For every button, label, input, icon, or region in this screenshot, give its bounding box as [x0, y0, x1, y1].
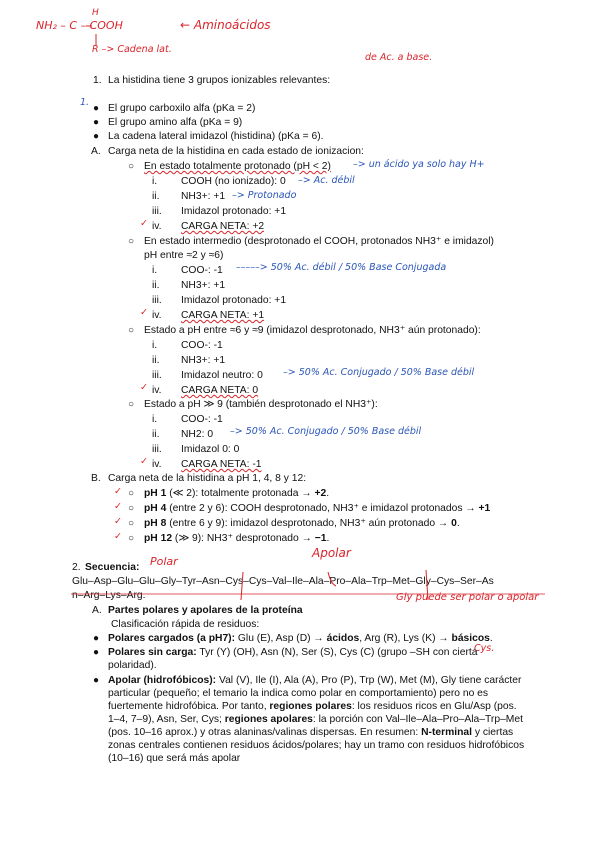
ph-end: . [326, 533, 330, 544]
text: Glu (E), Asp (D) → [235, 633, 327, 644]
check-mark: ✓ [114, 531, 122, 542]
state4-item: COO-: -1 [181, 414, 223, 425]
annotation-margin-one: 1. [80, 97, 90, 108]
ph-desc: (entre 6 y 9): imidazol desprotonado, NH3⁺ aún protonado → [166, 518, 452, 529]
text: Val (V), Ile (I), Ala (A), Pro (P), Trp (W), Met (M), Gly tiene carácter particular (pequeño; el temario la indica como polar en comportamiento) pero no es fuertemente hidrofóbica. Por tanto, [108, 675, 522, 712]
sequence-line-2: n–Arg–Lys–Arg. [72, 590, 146, 601]
annotation-gly-note: Gly puede ser polar o apolar [396, 592, 539, 603]
circle-bullet: ○ [128, 325, 135, 336]
state4-item: Imidazol 0: 0 [181, 444, 240, 455]
ph-label: pH 12 [144, 533, 173, 544]
ph-label: pH 4 [144, 503, 167, 514]
note-50-conjugada: –––––> 50% Ac. débil / 50% Base Conjugada [236, 262, 447, 273]
text: : la porción con Val–Ile–Ala–Pro–Ala–Trp–Met (pos. 10–16 aprox.) y otras alaninas/valinas dispersas. En resumen: [108, 714, 523, 738]
check-mark: ✓ [114, 516, 122, 527]
state1-item: Imidazol protonado: +1 [181, 206, 287, 217]
check-mark: ✓ [114, 486, 122, 497]
pen-stroke [426, 570, 428, 600]
state1-item: COOH (no ionizado): 0 [181, 176, 286, 187]
roman: iv. [152, 310, 162, 321]
roman: i. [152, 176, 158, 187]
section2-number: 2. [72, 562, 81, 573]
bullet-dot: ● [93, 633, 100, 644]
check-mark: ✓ [140, 218, 148, 229]
text: y ciertas zonas centrales contienen residuos ácidos/polares; hay un tramo con residuos hidrofóbicos (10–16) que será más apolar [108, 727, 525, 764]
annotation-de-ac-a-base: de Ac. a base. [365, 52, 433, 63]
roman: iii. [152, 295, 162, 306]
circle-bullet: ○ [128, 488, 135, 499]
state4-title: Estado a pH ≫ 9 (también desprotonado el NH3⁺): [144, 399, 378, 410]
section2-a-title: Partes polares y apolares de la proteína [108, 605, 303, 616]
circle-bullet: ○ [128, 236, 135, 247]
ph-result: 0 [451, 518, 457, 529]
state4-item: NH2: 0 [181, 429, 214, 440]
circle-bullet: ○ [128, 503, 135, 514]
note-un-acido: –> un ácido ya solo hay H+ [353, 159, 485, 170]
bullet-imidazol: La cadena lateral imidazol (histidina) (pKa = 6). [108, 131, 324, 142]
bold-label: regiones apolares [224, 714, 313, 725]
sequence-line-1: Glu–Asp–Glu–Glu–Gly–Tyr–Asn–Cys–Cys–Val–Ile–Ala–Pro–Ala–Trp–Met–Gly–Cys–Ser–As [72, 576, 494, 587]
roman: iv. [152, 459, 162, 470]
bold-label: ácidos [326, 633, 360, 644]
bold-label: N-terminal [421, 727, 472, 738]
state2-item: COO-: -1 [181, 265, 223, 276]
text: , Arg (R), Lys (K) → [359, 633, 452, 644]
state3-title: Estado a pH entre ≈6 y ≈9 (imidazol desprotonado, NH3⁺ aún protonado): [144, 325, 481, 336]
section2-a-sub: Clasificación rápida de residuos: [111, 619, 260, 630]
roman: i. [152, 414, 158, 425]
annotation-r-chain: R –> Cadena lat. [92, 44, 172, 55]
note-50-base-debil: –> 50% Ac. Conjugado / 50% Base débil [283, 367, 475, 378]
ph-label: pH 1 [144, 488, 167, 499]
roman: iii. [152, 206, 162, 217]
bullet-amino: El grupo amino alfa (pKa = 9) [108, 117, 243, 128]
circle-bullet: ○ [128, 161, 135, 172]
ph-result: −1 [314, 533, 327, 544]
ph-result: +1 [478, 503, 491, 514]
roman: iii. [152, 370, 162, 381]
text: Tyr (Y) (OH), Asn (N), Ser (S), Cys (C) (grupo –SH con cierta polaridad). [108, 647, 478, 671]
roman: ii. [152, 355, 160, 366]
text: : los residuos ricos en Glu/Asp (pos. 1–4, 7–9), Asn, Ser, Cys; [108, 701, 517, 725]
roman: i. [152, 340, 158, 351]
roman: iv. [152, 385, 162, 396]
ph-label: pH 8 [144, 518, 167, 529]
bold-label: básicos [451, 633, 490, 644]
state3-net-charge: CARGA NETA: 0 [181, 385, 259, 396]
roman: ii. [152, 280, 160, 291]
roman: iv. [152, 221, 162, 232]
bold-label: Polares sin carga: [108, 647, 197, 658]
state3-item: NH3+: +1 [181, 355, 226, 366]
ph-end: . [456, 518, 460, 529]
text: . [489, 633, 493, 644]
section1-a-label: A. [91, 146, 101, 157]
section2-heading: Secuencia: [85, 562, 140, 573]
bullet-dot: ● [93, 103, 100, 114]
roman: ii. [152, 191, 160, 202]
section1-b-label: B. [91, 473, 101, 484]
ph-result: +2 [314, 488, 327, 499]
state2-net-charge: CARGA NETA: +1 [181, 310, 265, 321]
section1-number: 1. [93, 75, 102, 86]
circle-bullet: ○ [128, 533, 135, 544]
circle-bullet: ○ [128, 399, 135, 410]
check-mark: ✓ [140, 382, 148, 393]
note-ac-debil: –> Ac. débil [298, 175, 355, 186]
check-mark: ✓ [140, 456, 148, 467]
roman: i. [152, 265, 158, 276]
state2-item: Imidazol protonado: +1 [181, 295, 287, 306]
annotation-formula: NH₂ – C – COOH [36, 19, 123, 32]
bullet-dot: ● [93, 117, 100, 128]
section1-b-text: Carga neta de la histidina a pH 1, 4, 8 y 12: [108, 473, 307, 484]
pen-stroke [241, 572, 243, 600]
state2-item: NH3+: +1 [181, 280, 226, 291]
section2-a-label: A. [92, 605, 102, 616]
state4-net-charge: CARGA NETA: -1 [181, 459, 262, 470]
pen-stroke [328, 572, 336, 586]
note-protonado: –> Protonado [232, 190, 297, 201]
bullet-dot: ● [93, 647, 100, 658]
annotation-aminoacids: ← Aminoácidos [180, 18, 271, 32]
roman: iii. [152, 444, 162, 455]
ph-desc: (≫ 9): NH3⁺ desprotonado → [172, 533, 315, 544]
section1-heading: La histidina tiene 3 grupos ionizables relevantes: [108, 75, 331, 86]
annotation-apolar: Apolar [312, 546, 351, 560]
state1-title: En estado totalmente protonado (pH < 2) [144, 161, 331, 172]
annotation-polar: Polar [150, 555, 178, 568]
bullet-carboxyl: El grupo carboxilo alfa (pKa = 2) [108, 103, 256, 114]
section1-a-text: Carga neta de la histidina en cada estado de ionizacion: [108, 146, 364, 157]
circle-bullet: ○ [128, 518, 135, 529]
ph-desc: (entre 2 y 6): COOH desprotonado, NH3⁺ e imidazol protonados → [166, 503, 479, 514]
bullet-dot: ● [93, 675, 100, 686]
bullet-dot: ● [93, 131, 100, 142]
bold-label: regiones polares [269, 701, 352, 712]
bold-label: Apolar (hidrofóbicos): [108, 675, 217, 686]
ph-end: . [326, 488, 330, 499]
roman: ii. [152, 429, 160, 440]
state3-item: COO-: -1 [181, 340, 223, 351]
note-50-base-debil-2: –> 50% Ac. Conjugado / 50% Base débil [230, 426, 422, 437]
state2-title-cont: pH entre ≈2 y ≈6) [144, 250, 224, 261]
state1-item: NH3+: +1 [181, 191, 226, 202]
bold-label: Polares cargados (a pH7): [108, 633, 236, 644]
ph-desc: (≪ 2): totalmente protonada → [166, 488, 315, 499]
state2-title: En estado intermedio (desprotonado el COOH, protonados NH3⁺ e imidazol) [144, 236, 494, 247]
check-mark: ✓ [114, 501, 122, 512]
annotation-formula-h: H [92, 8, 99, 18]
annotation-cys: Cys. [474, 643, 495, 654]
state1-net-charge: CARGA NETA: +2 [181, 221, 265, 232]
check-mark: ✓ [140, 307, 148, 318]
state3-item: Imidazol neutro: 0 [181, 370, 263, 381]
